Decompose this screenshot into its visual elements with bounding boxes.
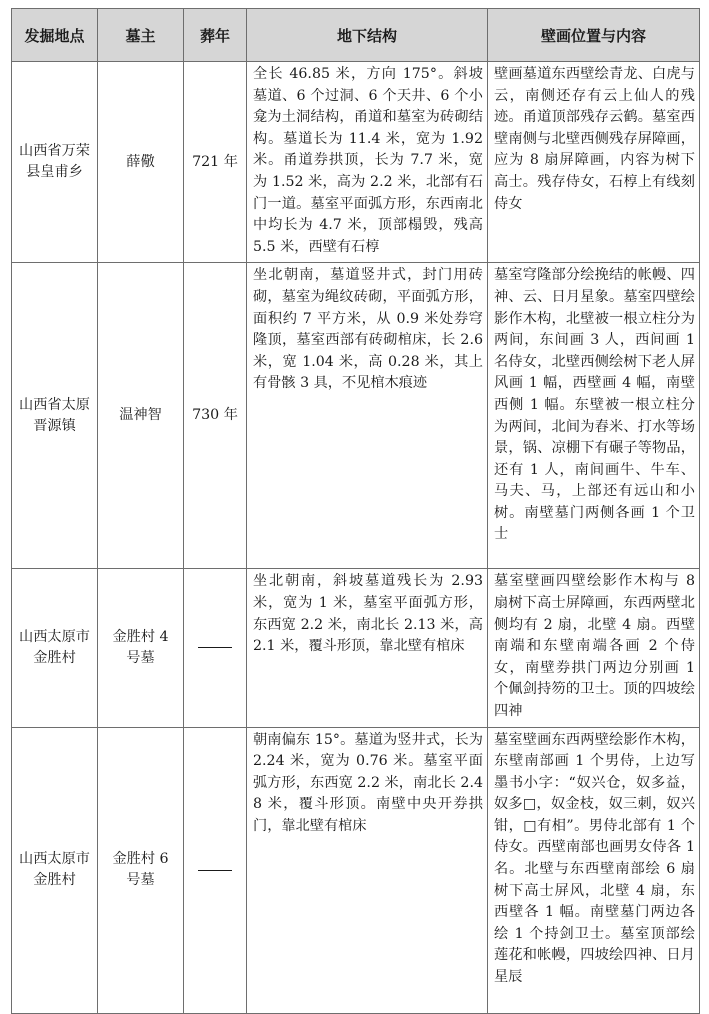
murals-cell: 墓室穹隆部分绘挽结的帐幔、四神、云、日月星象。墓室四壁绘影作木构，北壁被一根立柱分为两间，东间画 3 人，西间画 1 名侍女，北壁西侧绘树下老人屏风画 1 幅，西壁画 4 幅，南壁西侧 1 幅。东壁被一根立柱分为两间，北间为舂米、打水等场景，锅、凉棚下有碾子等物品，还有 1 人，南间画牛、牛车、马夫、马，上部还有远山和小树。南壁墓门两侧各画 1 个卫士 bbox=[488, 263, 700, 569]
dash-mark bbox=[198, 647, 232, 648]
table-row bbox=[12, 263, 700, 569]
structure-cell: 全长 46.85 米，方向 175°。斜坡墓道、6 个过洞、6 个天井、6 个小龛为土洞结构，甬道和墓室为砖砌结构。墓道长为 11.4 米，宽为 1.92 米。甬道券拱顶，长为 7.7 米，宽为 1.52 米，高为 2.2 米，北部有石门一道。墓室平面弧方形，东西南北中均长为 4.7 米，顶部榻毁，残高 5.5 米，西壁有石椁 bbox=[247, 62, 488, 263]
site-cell: 山西省太原晋源镇 bbox=[12, 263, 98, 569]
table-row bbox=[12, 569, 700, 727]
owner-cell: 金胜村 6 号墓 bbox=[98, 727, 184, 1013]
owner-cell: 薛儆 bbox=[98, 62, 184, 263]
site-cell: 山西太原市金胜村 bbox=[12, 727, 98, 1013]
table-row bbox=[12, 727, 700, 1013]
murals-cell: 壁画墓道东西壁绘青龙、白虎与云，南侧还存有云上仙人的残迹。甬道顶部残存云鹤。墓室西壁南侧与北壁西侧残存屏障画，应为 8 扇屏障画，内容为树下高士。残存侍女，石椁上有线刻侍女 bbox=[488, 62, 700, 263]
tomb-mural-table bbox=[11, 8, 700, 1014]
header-site: 发掘地点 bbox=[12, 9, 98, 62]
structure-cell: 坐北朝南，斜坡墓道残长为 2.93 米，宽为 1 米，墓室平面弧方形，东西宽 2.2 米，南北长 2.13 米，高 2.1 米，覆斗形顶，靠北壁有棺床 bbox=[247, 569, 488, 727]
year-cell-dash bbox=[184, 727, 247, 1013]
owner-cell: 金胜村 4 号墓 bbox=[98, 569, 184, 727]
header-structure: 地下结构 bbox=[247, 9, 488, 62]
year-cell: 730 年 bbox=[184, 263, 247, 569]
site-cell: 山西省万荣县皇甫乡 bbox=[12, 62, 98, 263]
header-murals: 壁画位置与内容 bbox=[488, 9, 700, 62]
site-cell: 山西太原市金胜村 bbox=[12, 569, 98, 727]
owner-cell: 温神智 bbox=[98, 263, 184, 569]
year-cell-dash bbox=[184, 569, 247, 727]
murals-cell: 墓室壁画东西两壁绘影作木构，东壁南部画 1 个男侍，上边写墨书小字：“奴兴仓，奴多益，奴多□，奴金枝，奴三刺，奴兴钳，□有相”。男侍北部有 1 个侍女。西壁南部也画男女侍各 1 名。北壁与东西壁南部绘 6 扇树下高士屏风，北壁 4 扇，东西壁各 1 幅。南壁墓门两边各绘 1 个持剑卫士。墓室顶部绘莲花和帐幔，四坡绘四神、日月星辰 bbox=[488, 727, 700, 1013]
murals-cell: 墓室壁画四壁绘影作木构与 8 扇树下高士屏障画，东西两壁北侧均有 2 扇，北壁 4 扇。西壁南端和东壁南端各画 2 个侍女，南壁券拱门两边分别画 1 个佩剑持笏的卫士。顶的四坡绘四神 bbox=[488, 569, 700, 727]
dash-mark bbox=[198, 870, 232, 871]
table-row bbox=[12, 62, 700, 263]
header-owner: 墓主 bbox=[98, 9, 184, 62]
structure-cell: 坐北朝南，墓道竖井式，封门用砖砌，墓室为绳纹砖砌，平面弧方形，面积约 7 平方米，从 0.9 米处券穹隆顶，墓室西部有砖砌棺床，长 2.6 米，宽 1.04 米，高 0.28 米，其上有骨骸 3 具，不见棺木痕迹 bbox=[247, 263, 488, 569]
header-row bbox=[12, 9, 700, 62]
header-year: 葬年 bbox=[184, 9, 247, 62]
structure-cell: 朝南偏东 15°。墓道为竖井式，长为 2.24 米，宽为 0.76 米。墓室平面弧方形，东西宽 2.2 米，南北长 2.48 米，覆斗形顶。南壁中央开券拱门，靠北壁有棺床 bbox=[247, 727, 488, 1013]
year-cell: 721 年 bbox=[184, 62, 247, 263]
